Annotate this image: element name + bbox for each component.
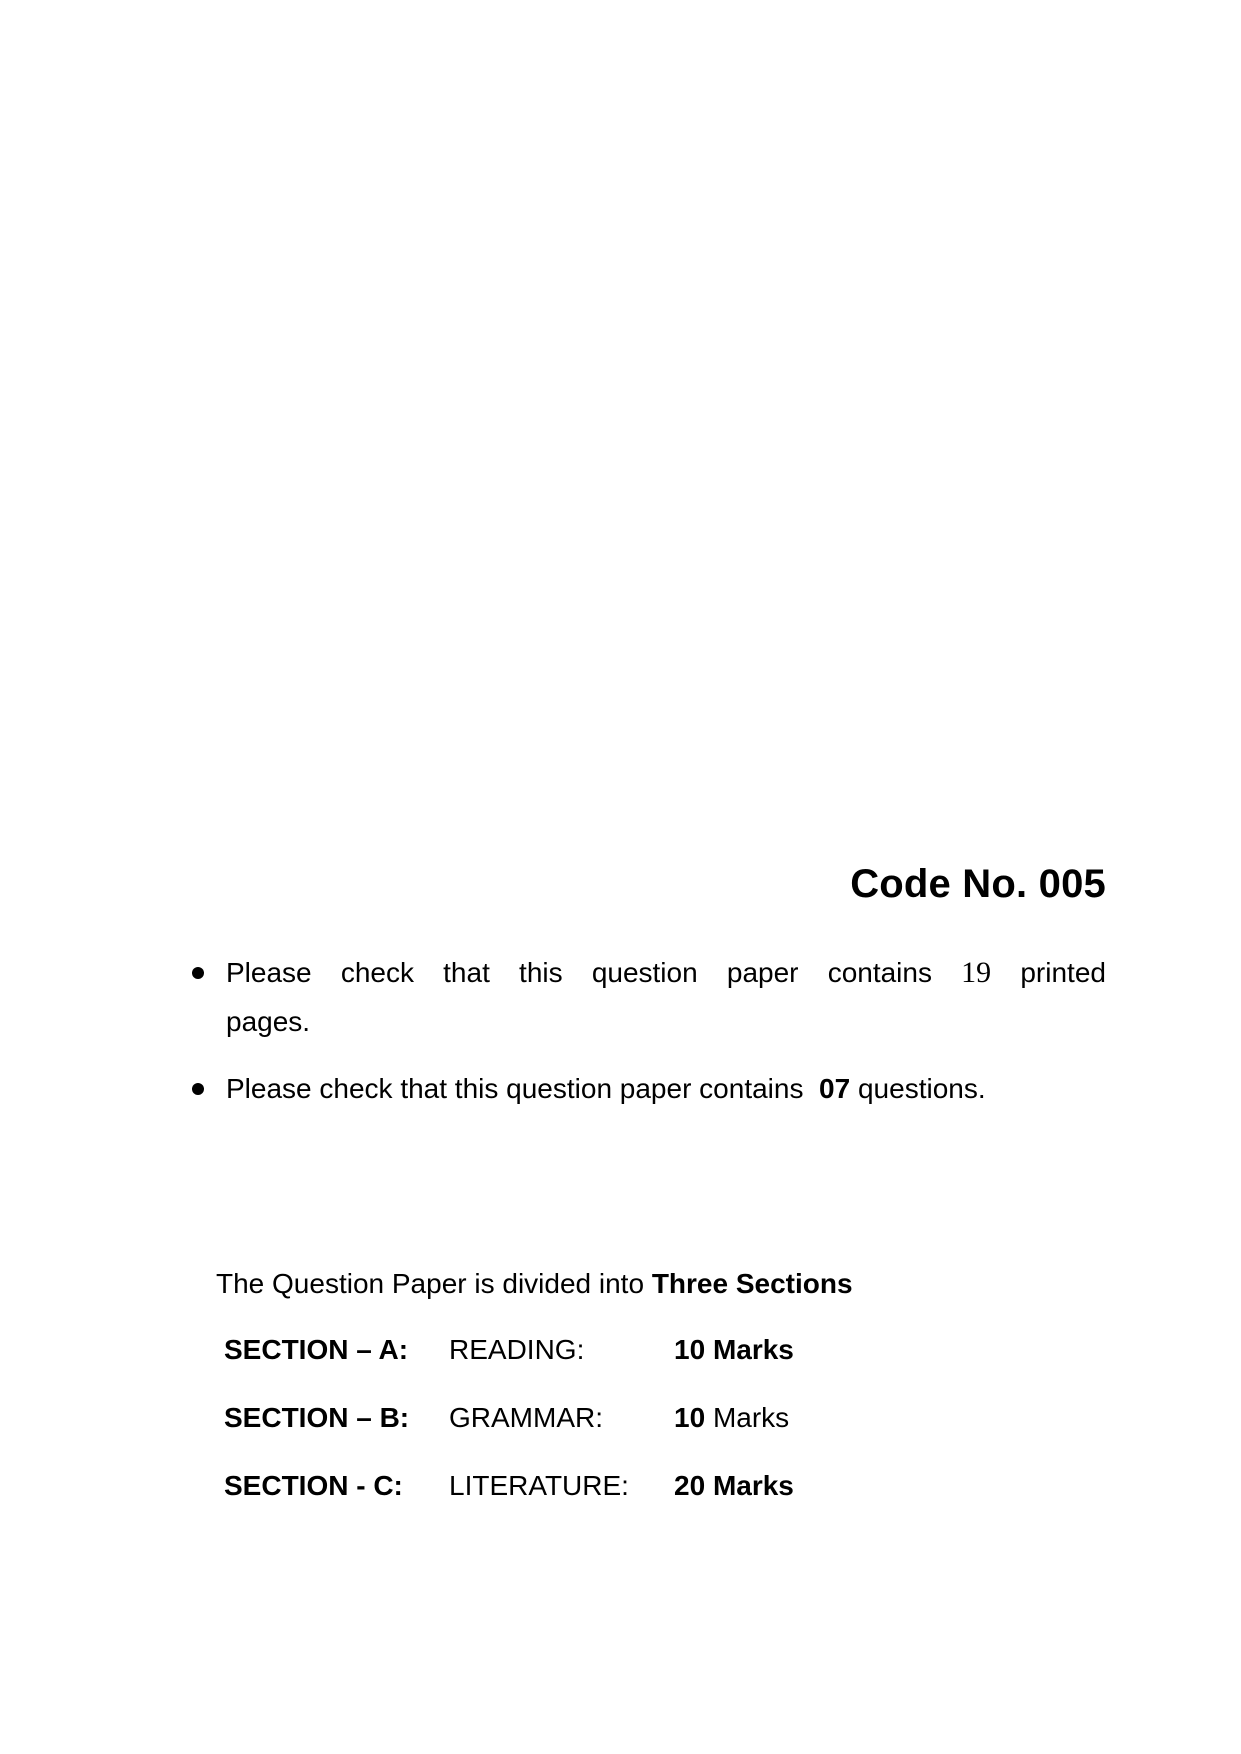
instruction-pages-line2: pages.	[226, 1006, 311, 1037]
section-marks	[674, 1402, 789, 1434]
instruction-questions	[188, 1064, 1106, 1113]
marks-unit: Marks	[712, 1334, 794, 1365]
section-marks	[674, 1334, 794, 1366]
marks-number: 20	[674, 1470, 706, 1501]
word: contains	[827, 957, 932, 988]
word: printed	[1020, 957, 1106, 988]
word: Please	[226, 957, 312, 988]
marks-number: 10	[674, 1402, 706, 1433]
word: paper	[726, 957, 799, 988]
pages-count: 19	[961, 956, 992, 989]
code-number: Code No. 005	[850, 862, 1106, 906]
section-topic: READING:	[449, 1334, 585, 1365]
word: this	[519, 957, 563, 988]
section-name: SECTION – A:	[224, 1334, 409, 1365]
intro-emphasis: Three Sections	[651, 1268, 853, 1299]
sections-intro	[216, 1268, 853, 1300]
marks-number: 10	[674, 1334, 706, 1365]
marks-unit: Marks	[712, 1470, 794, 1501]
instruction-pages-line1	[226, 948, 1106, 997]
marks-unit: Marks	[712, 1402, 790, 1433]
section-row	[224, 1402, 794, 1470]
bullet-icon	[192, 967, 204, 979]
word: check	[340, 957, 414, 988]
instruction-text: questions.	[857, 1073, 986, 1104]
intro-text: The Question Paper is divided into	[216, 1268, 645, 1299]
section-topic: LITERATURE:	[449, 1470, 629, 1501]
section-name: SECTION - C:	[224, 1470, 403, 1501]
section-name: SECTION – B:	[224, 1402, 410, 1433]
instruction-text: Please check that this question paper contains	[226, 1073, 804, 1104]
section-row	[224, 1470, 794, 1538]
word: that	[443, 957, 490, 988]
instruction-pages	[188, 948, 1106, 1046]
section-row	[224, 1334, 794, 1402]
questions-count: 07	[819, 1073, 851, 1104]
word: question	[591, 957, 698, 988]
instruction-list	[188, 948, 1106, 1113]
sections-table	[224, 1334, 794, 1538]
section-topic: GRAMMAR:	[449, 1402, 603, 1433]
bullet-icon	[192, 1083, 204, 1095]
section-marks	[674, 1470, 794, 1502]
